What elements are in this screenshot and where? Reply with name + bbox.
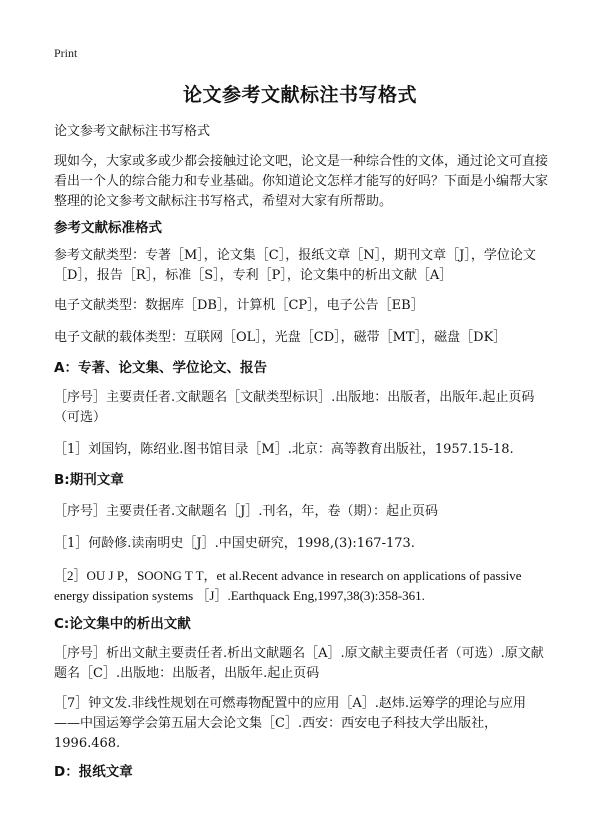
intro-paragraph: 现如今，大家或多或少都会接触过论文吧，论文是一种综合性的文体，通过论文可直接看出一个人的综合能力和专业基础。你知道论文怎样才能写的好吗？下面是小编帮大家整理的论文参考文献标注书写格式，希望对大家有所帮助。	[54, 154, 549, 209]
section-b-format: ［序号］主要责任者.文献题名［J］.刊名，年，卷（期）：起止页码	[54, 504, 438, 519]
section-a-example: ［1］刘国钧，陈绍业.图书馆目录［M］.北京：高等教育出版社，1957.15-18.	[54, 442, 514, 457]
print-label[interactable]: Print	[54, 46, 78, 60]
section-b-example-2: ［2］OU J P，SOONG T T，et al.Recent advance in research on applications of passive energy dissipation systems ［J］.Earthquack Eng,1997,38(3):358-361.	[54, 568, 522, 603]
section-heading-b: B:期刊文章	[54, 472, 124, 488]
section-c-example: ［7］钟文发.非线性规划在可燃毒物配置中的应用［A］.赵炜.运筹学的理论与应用——中国运筹学会第五届大会论文集［C］.西安：西安电子科技大学出版社，1996.468.	[54, 696, 527, 751]
reference-types-paragraph: 参考文献类型：专著［M］，论文集［C］，报纸文章［N］，期刊文章［J］，学位论文［D］，报告［R］，标准［S］，专利［P］，论文集中的析出文献［A］	[54, 248, 536, 283]
electronic-types-paragraph: 电子文献类型：数据库［DB］，计算机［CP］，电子公告［EB］	[54, 298, 424, 313]
section-b-example-1: ［1］何龄修.读南明史［J］.中国史研究，1998,(3):167-173.	[54, 536, 415, 551]
section-c-format: ［序号］析出文献主要责任者.析出文献题名［A］.原文献主要责任者（可选）.原文献题名［C］.出版地：出版者，出版年.起止页码	[54, 646, 544, 681]
carrier-types-paragraph: 电子文献的载体类型：互联网［OL］，光盘［CD］，磁带［MT］，磁盘［DK］	[54, 330, 507, 345]
document-subtitle: 论文参考文献标注书写格式	[54, 124, 211, 139]
section-heading-a: A：专著、论文集、学位论文、报告	[54, 360, 267, 376]
section-heading-d: D：报纸文章	[54, 764, 133, 780]
section-a-format: ［序号］主要责任者.文献题名［文献类型标识］.出版地：出版者，出版年.起止页码（可选）	[54, 390, 535, 425]
page-title: 论文参考文献标注书写格式	[182, 84, 417, 106]
section-heading-standard-format: 参考文献标准格式	[54, 220, 162, 236]
section-heading-c: C:论文集中的析出文献	[54, 616, 191, 632]
